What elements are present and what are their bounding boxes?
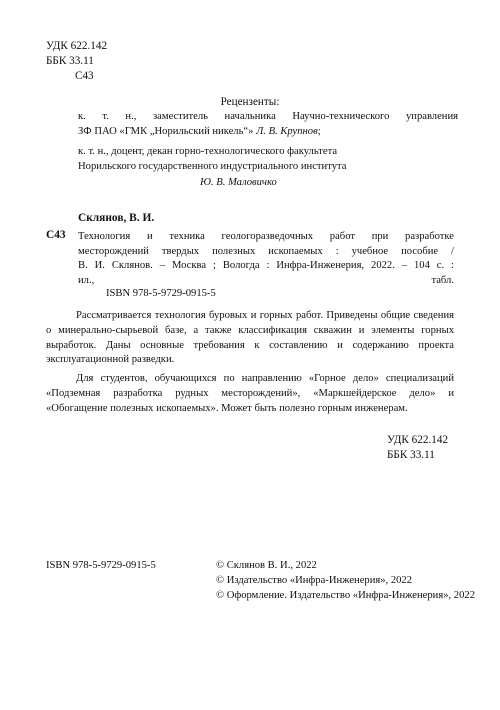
record-line4: ил., табл. (78, 274, 454, 286)
record-author: Склянов, В. И. (78, 212, 155, 224)
record-line1: Технология и техника геологоразведочных работ при разработке (78, 231, 454, 242)
copyright-publisher: © Издательство «Инфра-Инженерия», 2022 (216, 575, 413, 586)
bbk-code-top: ББК 33.11 (46, 55, 94, 67)
record-description (78, 230, 454, 288)
record-line2: месторождений твердых полезных ископаемых : учебное пособие / (78, 245, 454, 257)
copyright-design: © Оформление. Издательство «Инфра-Инженерия», 2022 (216, 590, 475, 601)
record-author-mark: С43 (46, 229, 66, 241)
footer-isbn: ISBN 978-5-9729-0915-5 (46, 560, 156, 571)
copyright-author: © Склянов В. И., 2022 (216, 560, 317, 571)
udk-code-top: УДК 622.142 (46, 40, 108, 52)
reviewer2-line1: к. т. н., доцент, декан горно-технологического факультета (78, 146, 338, 157)
record-line3: В. И. Склянов. – Москва ; Вологда : Инфра-Инженерия, 2022. – 104 с. : (78, 260, 454, 272)
reviewer1-organization: ЗФ ПАО «ГМК „Норильский никель“» (78, 126, 254, 137)
udk-code-bottom: УДК 622.142 (387, 434, 449, 446)
bbk-code-bottom: ББК 33.11 (387, 449, 435, 461)
record-isbn: ISBN 978-5-9729-0915-5 (106, 288, 216, 299)
reviewers-title: Рецензенты: (220, 96, 280, 108)
reviewer2-name: Ю. В. Маловичко (200, 177, 277, 188)
reviewer1-line1: к. т. н., заместитель начальника Научно-технического управления (78, 111, 458, 122)
abstract-paragraph-2: Для студентов, обучающихся по направлению «Горное дело» специализаций «Подземная разработка рудных месторождений», «Маркшейдерское дело» и «Обогащение полезных ископаемых». Может быть полезно горным инженерам. (46, 373, 454, 414)
reviewer1-line2: ЗФ ПАО «ГМК „Норильский никель“» Л. В. Крупнов; (78, 126, 321, 137)
reviewer2-line2: Норильского государственного индустриального института (78, 161, 347, 172)
abstract-paragraph-1: Рассматривается технология буровых и горных работ. Приведены общие сведения о минерально-сырьевой базе, а также классификация скважин и элементы горных выработок. Даны основные требования к составлению и содержанию проекта эксплуатационной разведки. (46, 310, 454, 366)
reviewer1-name: Л. В. Крупнов (256, 126, 318, 137)
author-mark-top: С43 (75, 70, 94, 82)
